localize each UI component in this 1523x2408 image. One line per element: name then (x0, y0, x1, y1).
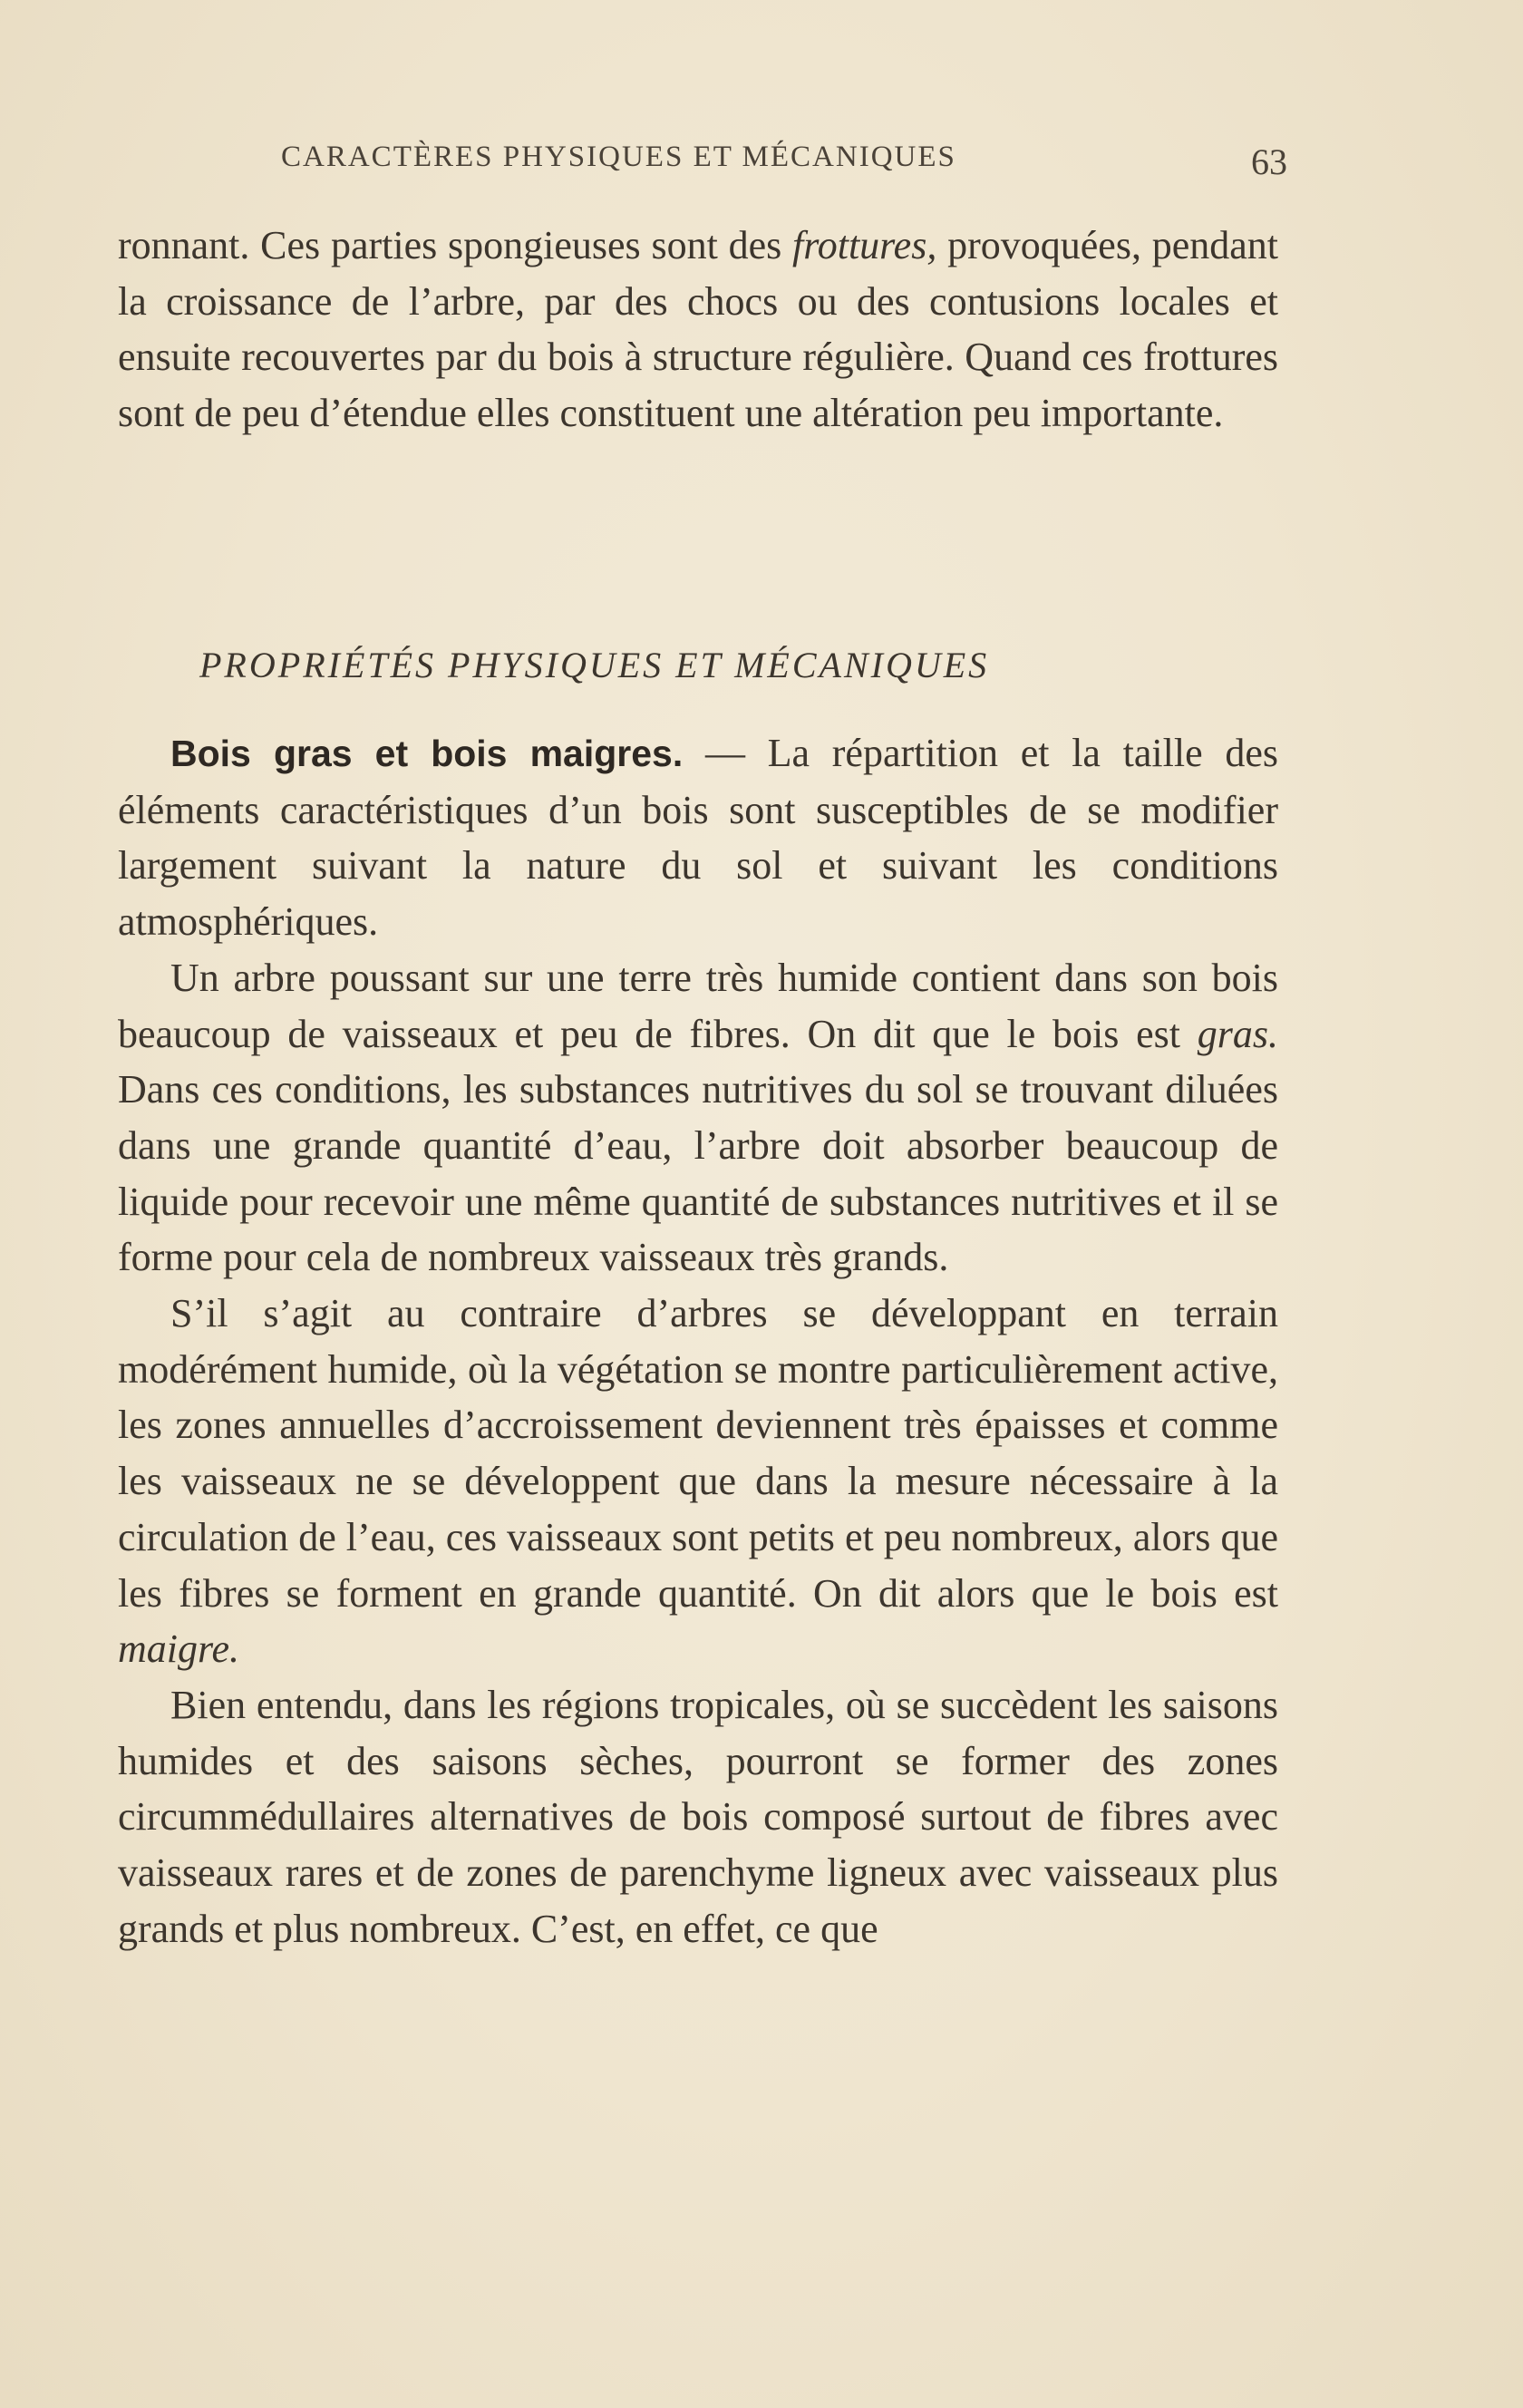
paragraph-text: S’il s’agit au contraire d’arbres se développant en terrain modérément humide, où la végétation se montre particulièrement active, les zones annuelles d’accroissement deviennent très épaisses et comme les vaisseaux ne se développent que dans la mesure nécessaire à la circulation de l’eau, ces vaisseaux sont petits et peu nombreux, alors que les fibres se forment en grande quantité. On dit alors que le bois est (118, 1291, 1278, 1616)
paragraph-text: Un arbre poussant sur une terre très humide contient dans son bois beaucoup de vaisseaux et peu de fibres. On dit que le bois est (118, 955, 1278, 1056)
section-heading: PROPRIÉTÉS PHYSIQUES ET MÉCANIQUES (199, 645, 990, 685)
emphasis-maigre: maigre. (118, 1626, 240, 1672)
paragraph-text: Dans ces conditions, les substances nutritives du sol se trouvant diluées dans une grande quantité d’eau, l’arbre doit absorber beaucoup de liquide pour recevoir une même quantité de substances nutritives et il se forme pour cela de nombreux vaisseaux très grands. (118, 1067, 1278, 1280)
intro-text-end: provoquées, pendant la croissance de l’arbre, par des chocs ou des contusions locales et ensuite recouvertes par du bois à structure régulière. Quand ces frottures sont de peu d’étendue elles constituent une altération peu importante. (118, 223, 1278, 436)
page-header (281, 141, 1287, 186)
intro-text-start: ronnant. Ces parties spongieuses sont des (118, 223, 793, 267)
paragraph-regions-tropicales: Bien entendu, dans les régions tropicales, où se succèdent les saisons humides et des saisons sèches, pourront se former des zones circummédullaires alternatives de bois composé surtout de fibres avec vaisseaux rares et de zones de parenchyme ligneux avec vaisseaux plus grands et plus nombreux. C’est, en effet, ce que (118, 1682, 1278, 1951)
page-number: 63 (1251, 141, 1287, 182)
intro-paragraph (118, 218, 1278, 442)
section-body (118, 725, 1278, 1956)
paragraph-lead-title: Bois gras et bois maigres. (170, 733, 684, 774)
paragraph-bois-gras (118, 725, 1278, 950)
intro-emphasis: frottures, (792, 223, 937, 267)
emphasis-gras: gras. (1197, 1011, 1278, 1056)
paragraph-arbre-humide (118, 950, 1278, 1286)
paragraph-terrain-modere (118, 1286, 1278, 1677)
running-title: CARACTÈRES PHYSIQUES ET MÉCANIQUES (281, 141, 956, 173)
paragraph-text: — La répartition et la taille des éléments caractéristiques d’un bois sont susceptibles de se modifier largement suivant la nature du sol et suivant les conditions atmosphériques. (118, 731, 1278, 945)
